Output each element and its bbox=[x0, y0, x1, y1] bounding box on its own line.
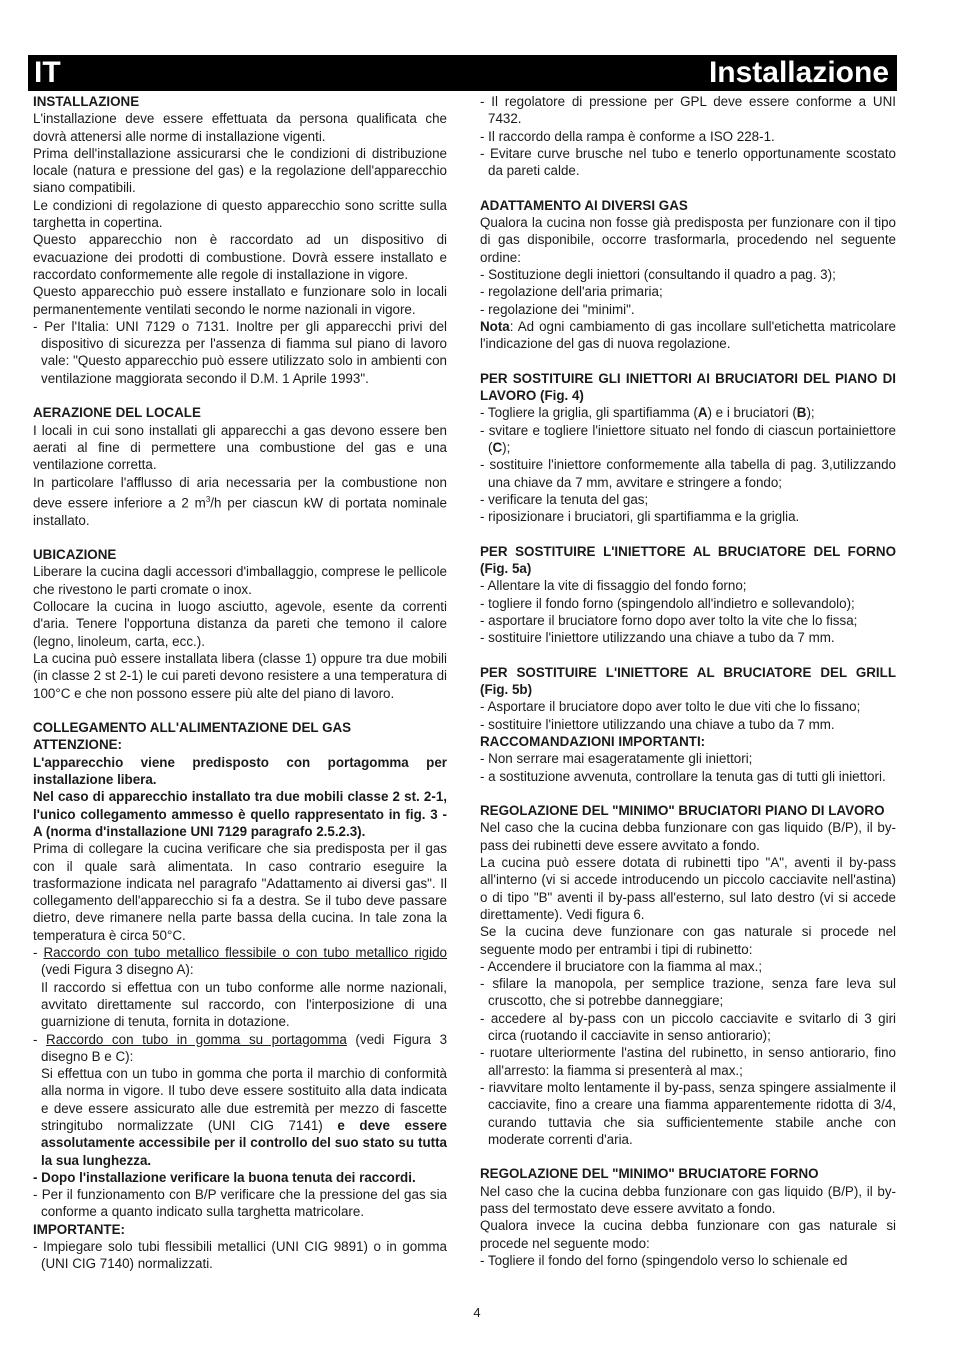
list-item: - sfilare la manopola, per semplice trazione, senza fare leva sul cruscotto, che si potrebbe danneggiare; bbox=[480, 976, 896, 1009]
section-iniettore-forno bbox=[480, 543, 896, 647]
list-item: - Per l'Italia: UNI 7129 o 7131. Inoltre per gli apparecchi privi del dispositivo di sicurezza per l'assenza di fiamma sul piano di lavoro vale: "Questo apparecchio può essere utilizzato solo in ambienti con ventilazione maggiorata secondo il D.M. 1 Aprile 1993". bbox=[33, 318, 447, 386]
section-adattamento bbox=[480, 197, 896, 353]
list-item: - Allentare la vite di fissaggio del fondo forno; bbox=[480, 578, 747, 594]
section-heading: REGOLAZIONE DEL "MINIMO" BRUCIATORE FORNO bbox=[480, 1166, 819, 1182]
list-item: - togliere il fondo forno (spingendolo all'indietro e sollevandolo); bbox=[480, 595, 855, 611]
list-item: - Raccordo con tubo in gomma su portagomma (vedi Figura 3 disegno B e C): bbox=[33, 1031, 448, 1064]
section-collegamento bbox=[33, 719, 447, 1273]
paragraph: Liberare la cucina dagli accessori d'imballaggio, comprese le pellicole che rivestono le parti cromate o inox. bbox=[33, 564, 447, 597]
paragraph: Questo apparecchio può essere installato e funzionare solo in locali permanentemente ventilati secondo le norme nazionali in vigore. bbox=[33, 284, 447, 317]
section-heading: PER SOSTITUIRE L'INIETTORE AL BRUCIATORE DEL GRILL (Fig. 5b) bbox=[480, 664, 896, 698]
list-item: - Raccordo con tubo metallico flessibile o con tubo metallico rigido (vedi Figura 3 disegno A): bbox=[33, 945, 447, 978]
section-installazione bbox=[33, 93, 447, 387]
section-heading: ADATTAMENTO AI DIVERSI GAS bbox=[480, 197, 688, 213]
list-item: - sostituire l'iniettore utilizzando una chiave a tubo da 7 mm. bbox=[480, 630, 835, 646]
paragraph: Nel caso che la cucina debba funzionare con gas liquido (B/P), il by-pass dei rubinetti deve essere avvitato a fondo. bbox=[480, 820, 896, 853]
section-heading: UBICAZIONE bbox=[33, 547, 117, 563]
section-heading: PER SOSTITUIRE GLI INIETTORI AI BRUCIATORI DEL PIANO DI LAVORO (Fig. 4) bbox=[480, 370, 896, 404]
section-heading: PER SOSTITUIRE L'INIETTORE AL BRUCIATORE DEL FORNO (Fig. 5a) bbox=[480, 543, 896, 577]
page-title: Installazione bbox=[708, 56, 889, 89]
paragraph: Prima di collegare la cucina verificare che sia predisposta per il gas con il quale sarà alimentata. In caso contrario eseguire la trasformazione indicata nel paragrafo "Adattamento ai diversi gas". Il collegamento dell'apparecchio si fa a destra. Se il tubo deve passare dietro, deve rimanere nella parte bassa della cucina. In tale zona la temperatura è circa 50°C. bbox=[33, 841, 447, 943]
section-minimo-forno bbox=[480, 1165, 896, 1269]
list-item: - regolazione dell'aria primaria; bbox=[480, 284, 663, 300]
list-item: - ruotare ulteriormente l'astina del rubinetto, in senso antiorario, fino all'arresto: la fiamma si presenterà al max.; bbox=[480, 1045, 896, 1078]
list-item: - Evitare curve brusche nel tubo e tenerlo opportunamente scostato da pareti calde. bbox=[480, 145, 896, 179]
section-heading: COLLEGAMENTO ALL'ALIMENTAZIONE DEL GAS bbox=[33, 720, 352, 736]
warning-text: - Dopo l'installazione verificare la buona tenuta dei raccordi. bbox=[33, 1169, 416, 1185]
list-item-body: Si effettua con un tubo in gomma che porta il marchio di conformità alla norma in vigore. Il tubo deve essere sostituito alla data indicata e deve essere assicurato alle due estremità per mezzo di fascette stringitubo normalizzate (UNI CIG 7141) e deve essere assolutamente accessibile per il controllo del suo stato su tutta la sua lunghezza. bbox=[41, 1066, 447, 1168]
paragraph: Collocare la cucina in luogo asciutto, agevole, esente da correnti d'aria. Tenere l'opportuna distanza da pareti che temono il calore (legno, linoleum, carta, ecc.). bbox=[33, 599, 447, 649]
warning-label: ATTENZIONE: bbox=[33, 737, 123, 753]
paragraph: Questo apparecchio non è raccordato ad un dispositivo di evacuazione dei prodotti di combustione. Dovrà essere installato e raccordato conformemente alle regole di installazione in vigore. bbox=[33, 232, 447, 282]
note: Nota: Ad ogni cambiamento di gas incollare sull'etichetta matricolare l'indicazione del gas di nuova regolazione. bbox=[480, 318, 896, 352]
list-item: - sostituire l'iniettore utilizzando una chiave a tubo da 7 mm. bbox=[480, 716, 835, 732]
paragraph: Qualora la cucina non fosse già predisposta per funzionare con il tipo di gas disponibile, occorre trasformarla, procedendo nel seguente ordine: bbox=[480, 215, 896, 265]
list-item-body: Il raccordo si effettua con un tubo conforme alle norme nazionali, avvitato direttamente sul raccordo, con l'interposizione di una guarnizione di tenuta, fornita in dotazione. bbox=[41, 979, 447, 1030]
section-ubicazione bbox=[33, 546, 447, 702]
section-heading: REGOLAZIONE DEL "MINIMO" BRUCIATORI PIANO DI LAVORO bbox=[480, 803, 885, 819]
list-item: - Il regolatore di pressione per GPL deve essere conforme a UNI 7432. bbox=[480, 94, 896, 127]
section-raccordi bbox=[480, 93, 896, 179]
paragraph: Le condizioni di regolazione di questo apparecchio sono scritte sulla targhetta in copertina. bbox=[33, 197, 447, 231]
section-aerazione bbox=[33, 404, 447, 529]
list-item: - verificare la tenuta del gas; bbox=[480, 491, 649, 507]
list-item: - Accendere il bruciatore con la fiamma al max.; bbox=[480, 958, 763, 974]
list-item: - Asportare il bruciatore dopo aver tolto le due viti che lo fissano; bbox=[480, 699, 861, 715]
paragraph: La cucina può essere installata libera (classe 1) oppure tra due mobili (in classe 2 st 2-1) le cui pareti devono resistere a una temperatura di 100°C e che non possono essere più alte del piano di lavoro. bbox=[33, 650, 447, 701]
important-label: IMPORTANTE: bbox=[33, 1221, 125, 1237]
right-column bbox=[480, 93, 896, 1269]
list-item: - accedere al by-pass con un piccolo cacciavite e svitarlo di 3 giri circa (ruotando il cacciavite in senso antiorario); bbox=[480, 1010, 896, 1044]
paragraph: Nel caso che la cucina debba funzionare con gas liquido (B/P), il by-pass del termostato deve essere avvitato a fondo. bbox=[480, 1183, 896, 1216]
paragraph: L'installazione deve essere effettuata da persona qualificata che dovrà attenersi alle norme di installazione vigenti. bbox=[33, 111, 447, 144]
page-number: 4 bbox=[473, 1305, 481, 1320]
list-item: - riavvitare molto lentamente il by-pass, senza spingere assialmente il cacciavite, fino a creare una fiamma apparentemente ridotta di 3/4, curando tuttavia che sia sufficientemente stabile anche con moderate correnti d'aria. bbox=[480, 1079, 896, 1147]
section-heading: INSTALLAZIONE bbox=[33, 94, 140, 109]
list-item: - regolazione dei "minimi". bbox=[480, 301, 635, 317]
list-item: - sostituire l'iniettore conformemente alla tabella di pag. 3,utilizzando una chiave da 7 mm, avvitare e stringere a fondo; bbox=[480, 457, 896, 490]
warning-text: Nel caso di apparecchio installato tra due mobili classe 2 st. 2-1, l'unico collegamento ammesso è quello rappresentato in fig. 3 - A (norma d'installazione UNI 7129 paragrafo 2.5.2.3). bbox=[33, 789, 447, 839]
section-minimo-piano bbox=[480, 802, 896, 1148]
language-code: IT bbox=[34, 56, 61, 89]
recommendations-label: RACCOMANDAZIONI IMPORTANTI: bbox=[480, 733, 706, 749]
paragraph: Qualora invece la cucina debba funzionare con gas naturale si procede nel seguente modo: bbox=[480, 1218, 896, 1251]
list-item: - Non serrare mai esageratamente gli iniettori; bbox=[480, 751, 753, 767]
list-item: - Impiegare solo tubi flessibili metallici (UNI CIG 9891) o in gomma (UNI CIG 7140) normalizzati. bbox=[33, 1239, 447, 1272]
paragraph: Se la cucina deve funzionare con gas naturale si procede nel seguente modo per entrambi i tipi di rubinetto: bbox=[480, 924, 896, 957]
list-item: - Togliere il fondo del forno (spingendolo verso lo schienale ed bbox=[480, 1252, 848, 1268]
list-item: - Sostituzione degli iniettori (consultando il quadro a pag. 3); bbox=[480, 266, 836, 282]
warning-text: L'apparecchio viene predisposto con portagomma per installazione libera. bbox=[33, 754, 447, 788]
paragraph: La cucina può essere dotata di rubinetti tipo "A", aventi il by-pass all'interno (vi si accede introducendo un piccolo cacciavite nell'astina) o di tipo "B" aventi il by-pass all'esterno, sul lato destro (vi si accede direttamente). Vedi figura 6. bbox=[480, 855, 896, 922]
paragraph: I locali in cui sono installati gli apparecchi a gas devono essere ben aerati al fine di permettere una combustione del gas e una ventilazione corretta. bbox=[33, 422, 447, 473]
list-item: - Il raccordo della rampa è conforme a ISO 228-1. bbox=[480, 128, 775, 144]
list-item: - a sostituzione avvenuta, controllare la tenuta gas di tutti gli iniettori. bbox=[480, 768, 886, 784]
section-iniettori-piano bbox=[480, 370, 896, 526]
page-header bbox=[28, 55, 897, 91]
paragraph: Prima dell'installazione assicurarsi che le condizioni di distribuzione locale (natura e pressione del gas) e la regolazione dell'apparecchio siano compatibili. bbox=[33, 145, 447, 196]
list-item: - Per il funzionamento con B/P verificare che la pressione del gas sia conforme a quanto indicato sulla targhetta matricolare. bbox=[33, 1187, 447, 1220]
list-item: - riposizionare i bruciatori, gli spartifiamma e la griglia. bbox=[480, 509, 800, 525]
section-heading: AERAZIONE DEL LOCALE bbox=[33, 405, 201, 421]
section-iniettore-grill bbox=[480, 664, 896, 785]
list-item: - asportare il bruciatore forno dopo aver tolto la vite che lo fissa; bbox=[480, 612, 858, 628]
left-column bbox=[33, 93, 447, 1273]
paragraph: In particolare l'afflusso di aria necessaria per la combustione non deve essere inferiore a 2 $m^3/h$ per ciascun kW di portata nominale installato. bbox=[33, 474, 447, 528]
list-item: - svitare e togliere l'iniettore situato nel fondo di ciascun portainiettore (C); bbox=[480, 422, 896, 455]
list-item: - Togliere la griglia, gli spartifiamma (A) e i bruciatori (B); bbox=[480, 405, 815, 421]
